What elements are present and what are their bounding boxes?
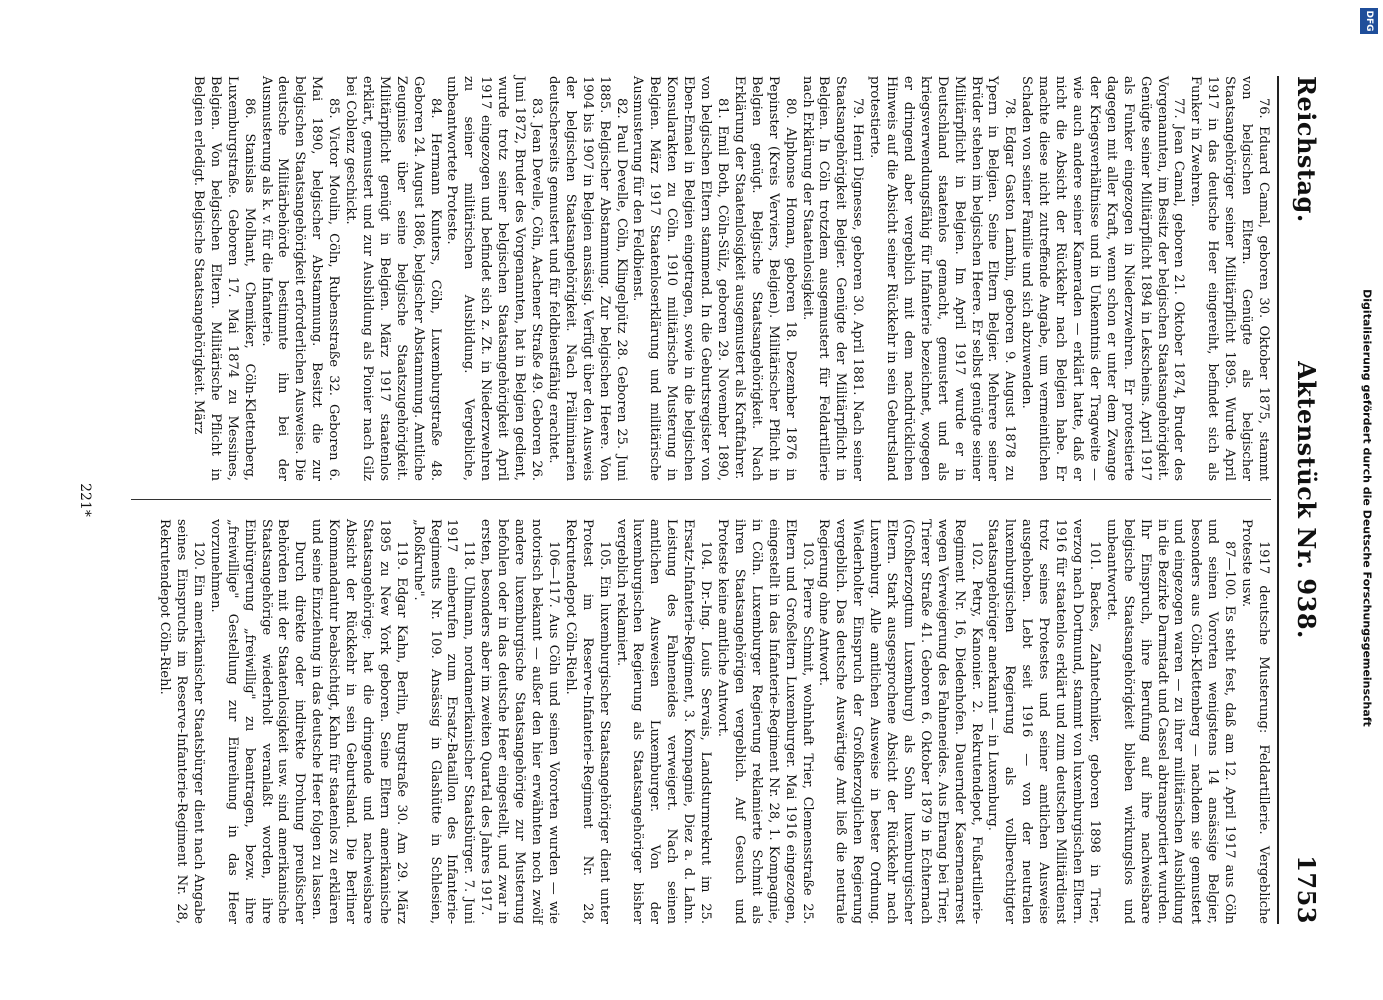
- entry-paragraph: 84. Hermann Kunters, Cöln, Luxemburgstraße 48. Geboren 24. August 1886, belgischer Abstammung. Amtliche Zeugnisse über seine belgische Staatszugehörigkeit. Militärpflicht genügt in Belgien. März 1917 staatenlos erklärt, gemustert und zur Ausbildung als Pionier nach Gilz bei Coblenz geschickt.: [343, 76, 443, 481]
- entry-paragraph: 120. Ein amerikanischer Staatsbürger dient nach Angabe seines Einspruchs im Reserve-Infanterie-Regiment Nr. 28, Rekrutendepot Cöln-Riehl.: [157, 519, 206, 924]
- header-rule: [1277, 76, 1279, 924]
- entry-paragraph: 87—100. Es steht fest, daß am 12. April 1917 aus Cöln und seinen Vororten wenigstens 14 ansässige Belgier, besonders aus Cöln-Klettenberg — nachdem sie gemustert und eingezogen waren — zu ihrer militärischen Ausbildung in die Bezirke Darmstadt und Cassel abtransportiert wurden. Ihr Einspruch, ihre Berufung auf ihre nachweisbare belgische Staatsangehörigkeit blieben wirkungslos und unbeantwortet.: [1103, 519, 1238, 924]
- entry-paragraph: 106—117. Aus Cöln und seinen Vororten wurden — wie notorisch bekannt — außer den hier erwähnten noch zwölf andere luxemburgische Staatsangehörige zur Musterung befohlen oder in das deutsche Heer eingestellt, und zwar in ersten, besonders aber im zweiten Quartal des Jahres 1917.: [478, 519, 561, 924]
- document-page: [51, 60, 1331, 940]
- entry-paragraph: 103. Pierre Schmit, wohnhaft Trier, Clemensstraße 25. Eltern und Großeltern Luxemburger. Mai 1916 eingezogen, eingestellt in das Infanterie-Regiment Nr. 28, 1. Kompagnie, in Cöln. Luxemburger Regierung reklamierte Schmit als ihren Staatsangehörigen vergeblich. Auf Gesuch und Proteste keine amtliche Antwort.: [715, 519, 815, 924]
- entry-paragraph: 82. Paul Develle, Cöln, Klingelpütz 28. Geboren 25. Juni 1885. Belgischer Abstammung. Zur belgischen Heere. Von 1904 bis 1907 in Belgien ansässig. Verfügt über den Ausweis der belgischen Staatsangehörigkeit. Nach Präliminarien deutscherseits gemustert und für feldbienstfähig erachtet.: [545, 76, 629, 481]
- entry-paragraph: 83. Jean Develle, Cöln, Aachener Straße 49. Geboren 26. Juni 1872, Bruder des Vorgenannten, hat in Belgien gedient, wurde trotz seiner belgischen Staatsangehörigkeit April 1917 eingezogen und befindet sich z. Zt. in Niederzwehren zu seiner militärischen Ausbildung. Vergebliche, unbeantwortete Proteste.: [444, 76, 545, 481]
- entry-paragraph: 76. Eduard Camal, geboren 30. Oktober 1875, stammt von belgischen Eltern. Genügte als belgischer Staatsangehöriger seiner Militärpflicht 1895. Wurde April 1917 in das deutsche Heer eingereiht, befindet sich als Funker in Zwehren.: [1188, 76, 1271, 481]
- header-left: Reichstag.: [1292, 76, 1321, 223]
- entry-paragraph: 104. Dr.-Ing. Louis Servais, Landsturmrekrut im 25. Ersatz-Infanterie-Regiment, 3. Kompagnie, Diez a. d. Lahn. Leistung des Fahneneides verweigert. Nach seinen amtlichen Ausweisen Luxemburger. Von der luxemburgischen Regierung als Staatsangehöriger bisher vergeblich reklamiert.: [613, 519, 714, 924]
- entry-paragraph: 102. Petry, Kanonier. 2. Rekrutendepot, Fußartillerie-Regiment Nr. 16, Diedenhofen. Dauernder Kasernenarrest wegen Verweigerung des Fahneneides. Aus Ehrang bei Trier, Trierer Straße 41. Geboren 6. Oktober 1879 in Echternach (Großherzogtum Luxemburg) als Sohn luxemburgischer Eltern. Stark ausgesprochene Absicht der Rückkehr nach Luxemburg. Alle amtlichen Ausweise in bester Ordnung. Wiederholter Einspruch der Großherzoglichen Regierung vergeblich. Das deutsche Auswärtige Amt ließ die neutrale Regierung ohne Antwort.: [816, 519, 984, 924]
- left-column: [131, 76, 1271, 481]
- entry-paragraph: 78. Edgar Gaston Lambin, geboren 9. August 1878 zu Ypern in Belgien. Seine Eltern Belgier. Mehrere seiner Brüder stehen im belgischen Heere. Er selbst genügte seiner Militärpflicht in Belgien. Im April 1917 wurde er in Deutschland staatenlos gemacht, gemustert und als kriegsverwendungsfähig für Infanterie bezeichnet, wogegen er dringend aber vergeblich mit dem nachdrücklichen Hinweis auf die Absicht seiner Rückkehr in sein Geburtsland protestierte.: [867, 76, 1018, 481]
- entry-paragraph: 77. Jean Camal, geboren 21. Oktober 1874, Bruder des Vorgenannten, im Besitz der belgischen Staatsangehörigkeit. Genügte seiner Militärpflicht 1894 in Lekscheins. April 1917 als Funker eingezogen in Niederzwehren. Er protestierte dagegen mit aller Kraft, wenn schon er unter dem Zwange der Kriegsverhältnisse und in Unkenntnis der Tragweite — wie auch andere seiner Kameraden — erklärt hatte, daß er nicht die Absicht der Rückkehr nach Belgien habe. Er machte diese nicht zutreffende Angabe, um vermeintlichen Schaden von seiner Familie und sich abzuwenden.: [1019, 76, 1187, 481]
- dfg-logo-text: DFG: [1364, 10, 1374, 32]
- entry-paragraph: 85. Victor Moulin, Cöln, Rubensstraße 32. Geboren 6. Mai 1890, belgischer Abstammung. Besitzt die zur belgischen Staatsangehörigkeit erforderlichen Ausweise. Die deutsche Militärbehörde bestimmte ihn bei der Ausmusterung als k. v. für die Infanterie.: [258, 76, 342, 481]
- entry-paragraph: 1917 deutsche Musterung: Feldartillerie. Vergebliche Proteste usw.: [1239, 519, 1271, 924]
- running-header: [1281, 76, 1321, 924]
- entry-paragraph: 81. Emil Both, Cöln-Sülz, geboren 29. November 1890, von belgischen Eltern stammend. In die Geburtsregister von Eben-Emael in Belgien eingetragen, sowie in die belgischen Konsularakten zu Cöln. 1910 militärische Musterung in Belgien. März 1917 Staatenloserklärung und militärische Ausmusterung für den Feldbienst.: [630, 76, 730, 481]
- column-divider: [131, 499, 1271, 500]
- entry-paragraph: 79. Henri Dignesse, geboren 30. April 1881. Nach seiner Staatsangehörigkeit Belgier. Genügte der Militärpflicht in Belgien. In Cöln trotzdem ausgemustert für Feldartillerie nach Erklärung der Staatenlosigkeit.: [799, 76, 866, 481]
- funding-note: [1352, 18, 1382, 998]
- dfg-logo: [1360, 8, 1378, 34]
- entry-paragraph: 86. Stanislas Molhant, Chemiker, Cöln-Klettenberg, Luxemburgstraße. Geboren 17. Mai 1874 zu Messines, Belgien. Von belgischen Eltern. Militärische Pflicht in Belgien erledigt. Belgische Staatsangehörigkeit. März: [190, 76, 257, 481]
- header-title: Aktenstück Nr. 938.: [1292, 361, 1321, 639]
- entry-paragraph: 105. Ein luxemburgischer Staatsangehöriger dient unter Protest im Reserve-Infanterie-Regiment Nr. 28, Rekrutendepot Cöln-Riehl.: [562, 519, 612, 924]
- entry-paragraph: 118. Uhlmann, nordamerikanischer Staatsbürger. 7. Juni 1917 einberufen zum Ersatz-Bataillon des Infanterie-Regiments Nr. 109. Ansässig in Glashütte in Schlesien, „Roßkruhe".: [410, 519, 477, 924]
- funding-note-text: Digitalisierung gefördert durch die Deutsche Forschungsgemeinschaft: [1360, 289, 1374, 727]
- signature-mark: 221*: [77, 483, 93, 517]
- entry-paragraph: Durch direkte oder indirekte Drohung preußischer Behörden mit der Staatenlosigkeit usw. sind amerikanische Staatsangehörige wiederholt veranlaßt worden, ihre Einbürgerung „freiwillig" zu beantragen, bezw. ihre „freiwillige" Gestellung zur Einreihung in das Heer vorzunehmen.: [207, 519, 308, 924]
- entry-paragraph: 119. Edgar Kahn, Berlin, Burgstraße 30. Am 29. März 1895 zu New York geboren. Seine Eltern amerikanische Staatsangehörige; hat die dringende und nachweisbare Absicht der Rückkehr in sein Geburtsland. Die Berliner Kommandantur beabsichtigt, Kahn für staatenlos zu erklären und seine Einziehung in das deutsche Heer folgen zu lassen.: [309, 519, 409, 924]
- page-number: 1753: [1292, 855, 1321, 924]
- entry-paragraph: 80. Alphonse Homan, geboren 18. Dezember 1876 in Pepinster (Kreis Verviers, Belgien). Militärischer Pflicht in Belgien genügt. Belgische Staatsangehörigkeit. Nach Erklärung der Staatenlosigkeit ausgemustert als Kraftfahrer.: [731, 76, 798, 481]
- entry-paragraph: 101. Backes, Zahntechniker, geboren 1898 in Trier, verzog nach Dortmund, stammt von luxemburgischen Eltern. 1916 für staatenlos erklärt und zum deutschen Militärdienst trotz seines Protestes und seiner amtlichen Ausweise ausgehoben. Lebt seit 1916 — von der neutralen luxemburgischen Regierung als vollberechtigter Staatsangehöriger anerkannt — in Luxemburg.: [985, 519, 1102, 924]
- right-column: [131, 519, 1271, 924]
